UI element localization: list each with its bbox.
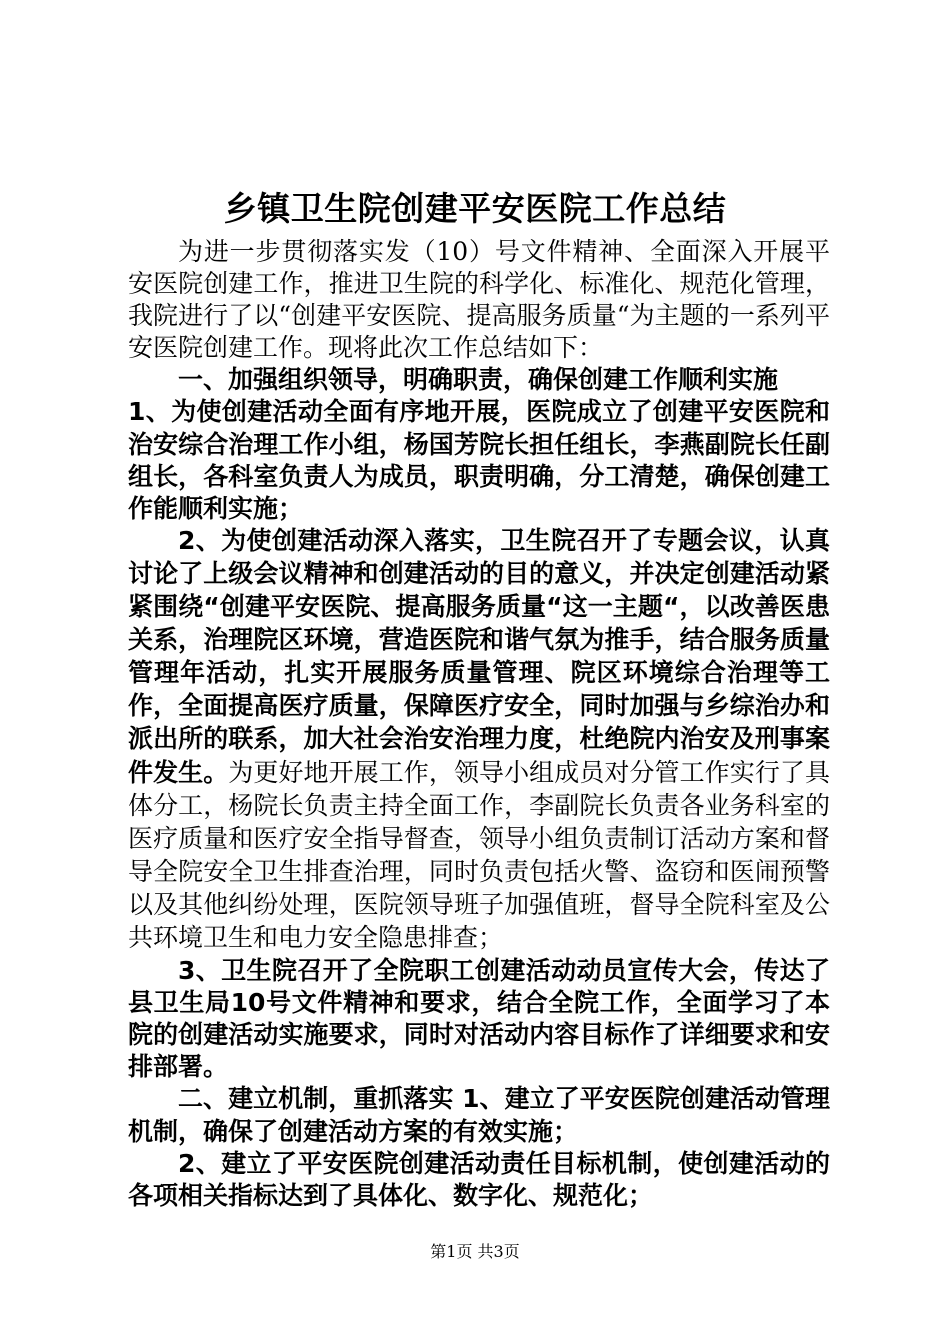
paragraph-item-2-part-b: 为更好地开展工作，领导小组成员对分管工作实行了具体分工，杨院长负责主持全面工作，李副院长负责各业务科室的医疗质量和医疗安全指导督查，领导小组负责制订活动方案和督导全院安全卫生排查治理，同时负责包括火警、盗窃和医闹预警以及其他纠纷处理，医院领导班子加强值班，督导全院科室及公共环境卫生和电力安全隐患排查； (128, 757, 830, 952)
section-heading-2: 二、建立机制，重抓落实 1、建立了平安医院创建活动管理机制，确保了创建活动方案的有效实施； (128, 1084, 830, 1146)
document-body (128, 236, 830, 1212)
intro-paragraph: 为进一步贯彻落实发（10）号文件精神、全面深入开展平安医院创建工作，推进卫生院的科学化、标准化、规范化管理，我院进行了以“创建平安医院、提高服务质量“为主题的一系列平安医院创建工作。现将此次工作总结如下： (128, 237, 830, 363)
paragraph-item-4: 2、建立了平安医院创建活动责任目标机制，使创建活动的各项相关指标达到了具体化、数字化、规范化； (128, 1148, 830, 1210)
page-footer: 第1页 共3页 (430, 1242, 520, 1261)
section-heading-1: 一、加强组织领导，明确职责，确保创建工作顺利实施 (178, 365, 779, 395)
paragraph-item-3: 3、卫生院召开了全院职工创建活动动员宣传大会，传达了县卫生局10号文件精神和要求，结合全院工作，全面学习了本院的创建活动实施要求，同时对活动内容目标作了详细要求和安排部署。 (128, 956, 830, 1082)
paragraph-item-1: 1、为使创建活动全面有序地开展，医院成立了创建平安医院和治安综合治理工作小组，杨国芳院长担任组长，李燕副院长任副组长，各科室负责人为成员，职责明确，分工清楚，确保创建工作能顺利实施； (128, 397, 830, 523)
document-title: 乡镇卫生院创建平安医院工作总结 (223, 189, 727, 228)
paragraph-item-2-part-a: 2、为使创建活动深入落实，卫生院召开了专题会议，认真讨论了上级会议精神和创建活动的目的意义，并决定创建活动紧紧围绕“创建平安医院、提高服务质量“这一主题“，以改善医患关系，治理院区环境，营造医院和谐气氛为推手，结合服务质量管理年活动，扎实开展服务质量管理、院区环境综合治理等工作，全面提高医疗质量，保障医疗安全，同时加强与乡综治办和派出所的联系，加大社会治安治理力度，杜绝院内治安及刑事案件发生。 (128, 525, 830, 787)
paragraph-item-2 (128, 525, 830, 955)
